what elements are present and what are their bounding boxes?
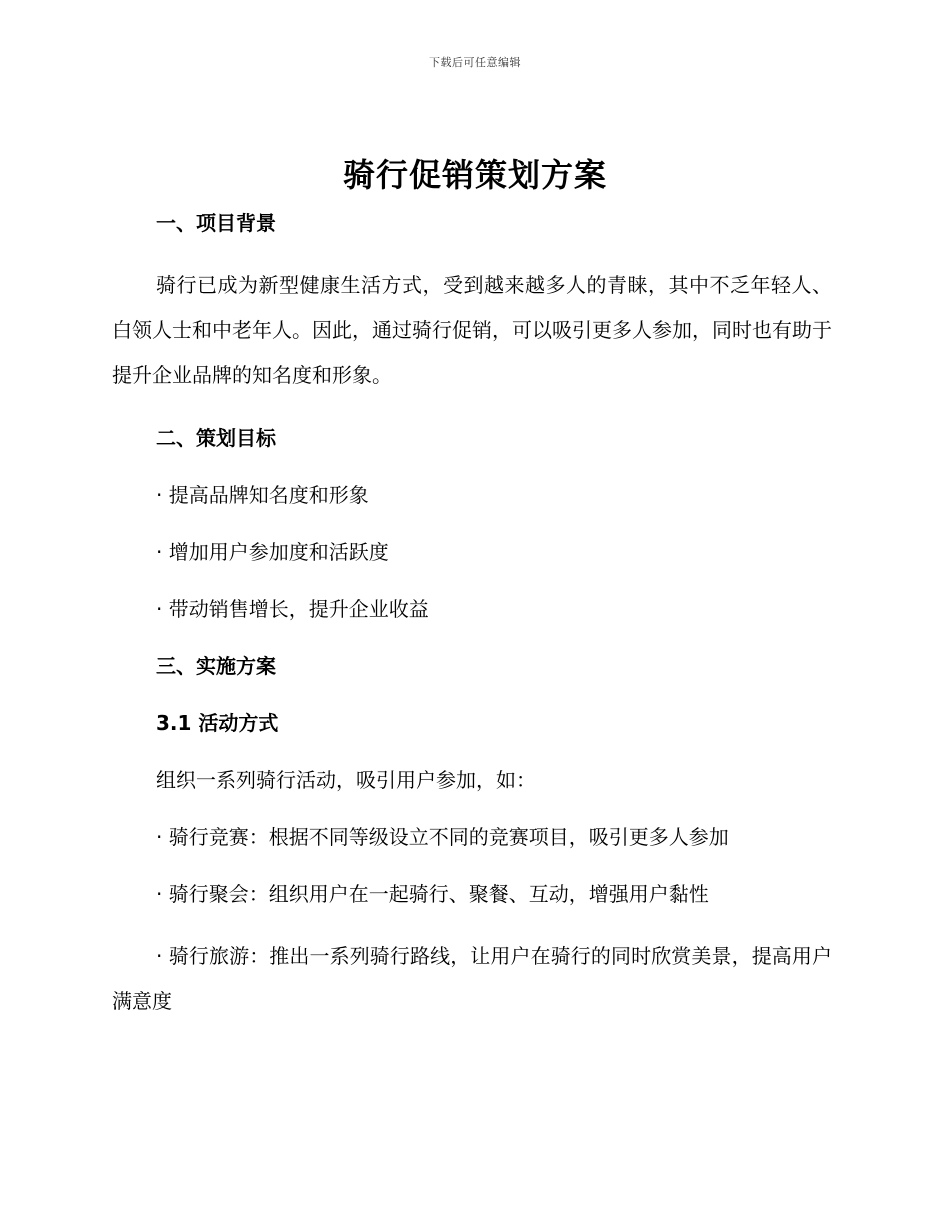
- header-note: 下载后可任意编辑: [429, 56, 521, 69]
- section-heading-goals: 二、策划目标: [156, 426, 276, 450]
- goal-item: · 提高品牌知名度和形象: [156, 483, 369, 507]
- section-heading-background: 一、项目背景: [156, 211, 276, 235]
- document-body: [112, 206, 832, 1024]
- goal-item: · 增加用户参加度和活跃度: [156, 540, 389, 564]
- subsection-heading-activity: 3.1 活动方式: [156, 711, 279, 735]
- plan-intro: 组织一系列骑行活动，吸引用户参加，如：: [156, 768, 536, 792]
- section-heading-plan: 三、实施方案: [156, 654, 276, 678]
- activity-item: · 骑行旅游：推出一系列骑行路线，让用户在骑行的同时欣赏美景，提高用户满意度: [112, 944, 832, 1013]
- activity-item: · 骑行竞赛：根据不同等级设立不同的竞赛项目，吸引更多人参加: [156, 825, 729, 849]
- background-paragraph: 骑行已成为新型健康生活方式，受到越来越多人的青睐，其中不乏年轻人、白领人士和中老年人。因此，通过骑行促销，可以吸引更多人参加，同时也有助于提升企业品牌的知名度和形象。: [112, 273, 832, 387]
- goal-item: · 带动销售增长，提升企业收益: [156, 597, 429, 621]
- document-title: 骑行促销策划方案: [342, 156, 607, 194]
- activity-item: · 骑行聚会：组织用户在一起骑行、聚餐、互动，增强用户黏性: [156, 882, 709, 906]
